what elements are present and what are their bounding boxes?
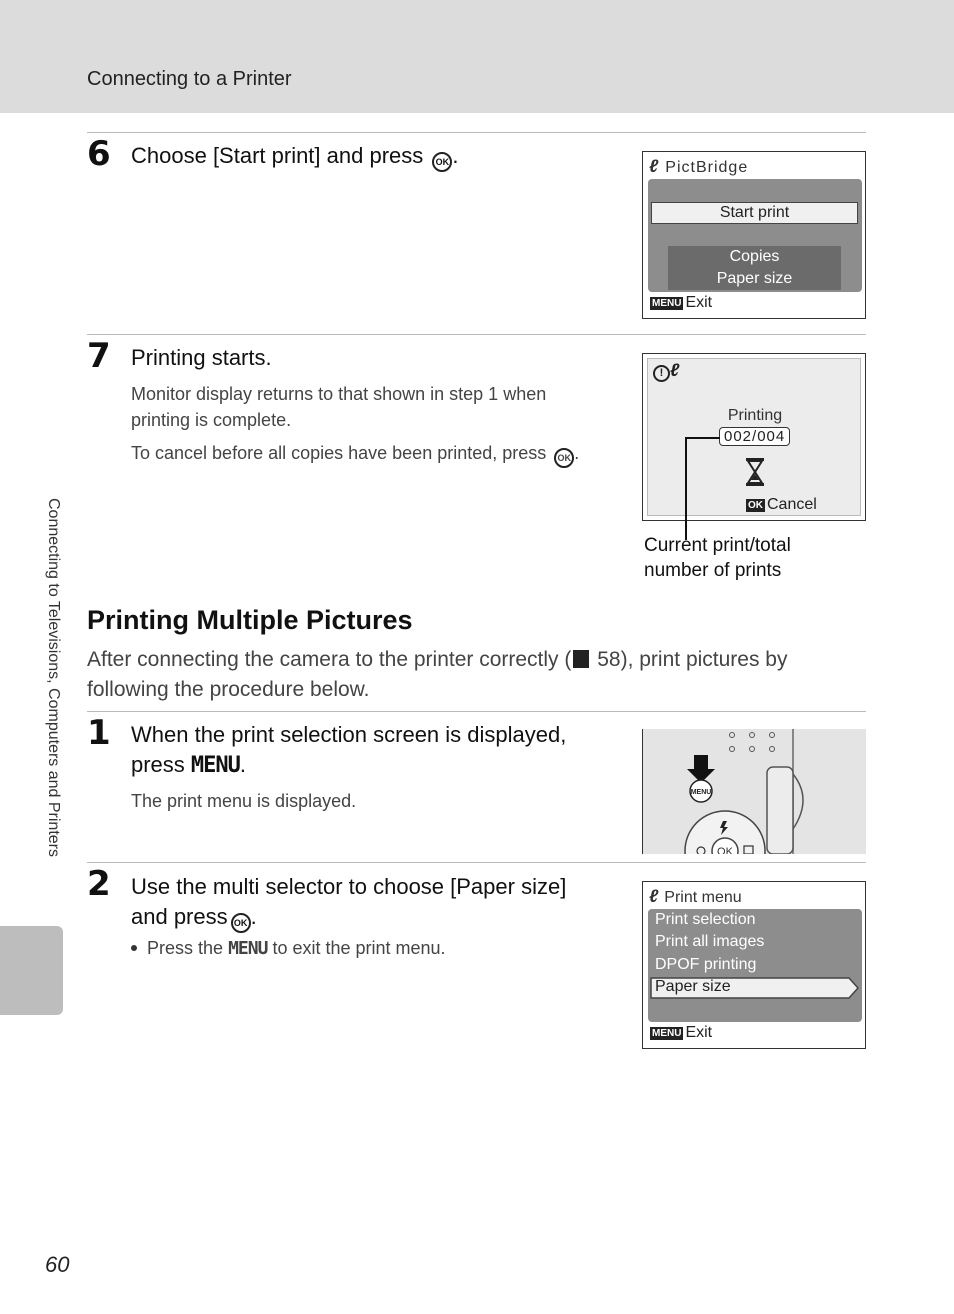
screen-header-text: Print menu — [664, 889, 742, 906]
divider — [87, 132, 866, 133]
page-reference: 58 — [597, 648, 621, 671]
punctuation: . — [250, 904, 257, 929]
footer-text: Exit — [685, 294, 713, 311]
section-title: Printing Multiple Pictures — [87, 605, 413, 635]
bullet-dot — [131, 945, 137, 951]
bullet-text: Press the — [147, 938, 224, 958]
camera-back-illustration — [642, 729, 866, 854]
side-tab-marker — [0, 926, 63, 1015]
ok-label: OK — [717, 846, 733, 854]
step-body: Monitor display returns to that shown in step 1 when printing is complete. — [131, 384, 547, 430]
punctuation: . — [574, 443, 580, 463]
body-text: To cancel before all copies have been printed, press — [131, 443, 547, 463]
step-number: 6 — [87, 134, 111, 174]
printing-status: Printing — [727, 407, 783, 424]
header-band — [0, 0, 954, 113]
step-number: 2 — [87, 864, 111, 904]
cancel-hint — [746, 496, 817, 514]
bullet-text: to exit the print menu. — [272, 938, 446, 958]
step-title-text: Choose [Start print] and press — [131, 143, 424, 168]
divider — [87, 711, 866, 712]
footer-text: Exit — [685, 1024, 713, 1041]
step-title — [131, 872, 611, 933]
callout-line: Current print/total — [644, 535, 791, 556]
menu-item: Copies — [729, 248, 780, 265]
cancel-text: Cancel — [767, 496, 817, 513]
menu-button-icon: MENU — [190, 753, 240, 778]
menu-button-icon: MENU — [652, 1028, 682, 1039]
punctuation: . — [452, 143, 459, 168]
screen-footer — [650, 1024, 712, 1042]
step-title-line — [131, 902, 611, 933]
callout-leader-line — [680, 430, 725, 542]
ok-button-icon: OK — [231, 913, 251, 933]
status-icons — [653, 360, 685, 382]
section-intro — [87, 645, 847, 705]
step-title-text: press — [131, 752, 185, 777]
menu-item: Print all images — [655, 933, 765, 950]
hourglass-icon — [745, 458, 765, 486]
side-section-label: Connecting to Televisions, Computers and Printers — [45, 498, 62, 857]
menu-button-icon: MENU — [652, 298, 682, 309]
step-title — [131, 141, 459, 172]
pictbridge-icon: ℓ — [670, 360, 680, 380]
warning-icon: ! — [653, 365, 670, 382]
running-header: Connecting to a Printer — [87, 68, 292, 90]
divider — [87, 862, 866, 863]
bullet-item — [131, 935, 446, 962]
menu-item-selected: Start print — [651, 202, 858, 224]
screen-header-text: PictBridge — [665, 159, 749, 176]
menu-item: DPOF printing — [655, 956, 757, 973]
punctuation: . — [239, 752, 247, 777]
printing-screen — [642, 353, 866, 521]
ok-button-icon: OK — [554, 448, 574, 468]
submenu-panel — [668, 246, 841, 290]
pictbridge-icon: ℓ — [649, 156, 660, 176]
ok-button-icon: OK — [432, 152, 452, 172]
step-title — [131, 720, 611, 781]
divider — [87, 334, 866, 335]
print-counter: 002/004 — [719, 427, 790, 446]
step-title-line: When the print selection screen is displayed, — [131, 722, 567, 747]
step-body: The print menu is displayed. — [131, 791, 357, 811]
page-number: 60 — [45, 1252, 70, 1277]
camera-back-drawing — [643, 729, 866, 854]
step-number: 1 — [87, 713, 111, 753]
step-title-line: Use the multi selector to choose [Paper size] — [131, 874, 567, 899]
step-title: Printing starts. — [131, 345, 272, 370]
step-body — [131, 440, 621, 468]
page-reference-icon — [573, 650, 589, 668]
menu-item: Print selection — [655, 911, 756, 928]
menu-item: Paper size — [716, 270, 793, 287]
menu-label: MENU — [690, 789, 712, 796]
callout-label — [644, 533, 791, 583]
intro-text: ), print pictures by following the procedure below. — [87, 648, 788, 701]
screen-header — [649, 886, 742, 907]
ok-button-icon: OK — [748, 500, 763, 511]
intro-text: After connecting the camera to the printer correctly ( — [87, 648, 572, 671]
step-number: 7 — [87, 336, 111, 376]
menu-button-icon: MENU — [228, 938, 268, 959]
step-title-text: and press — [131, 904, 228, 929]
pictbridge-icon: ℓ — [649, 886, 659, 906]
screen-footer — [650, 294, 712, 312]
step-title-line — [131, 750, 611, 781]
pictbridge-screen — [642, 151, 866, 319]
menu-item-selected: Paper size — [655, 978, 731, 995]
screen-header — [649, 156, 748, 177]
callout-line: number of prints — [644, 560, 782, 581]
print-menu-screen — [642, 881, 866, 1049]
